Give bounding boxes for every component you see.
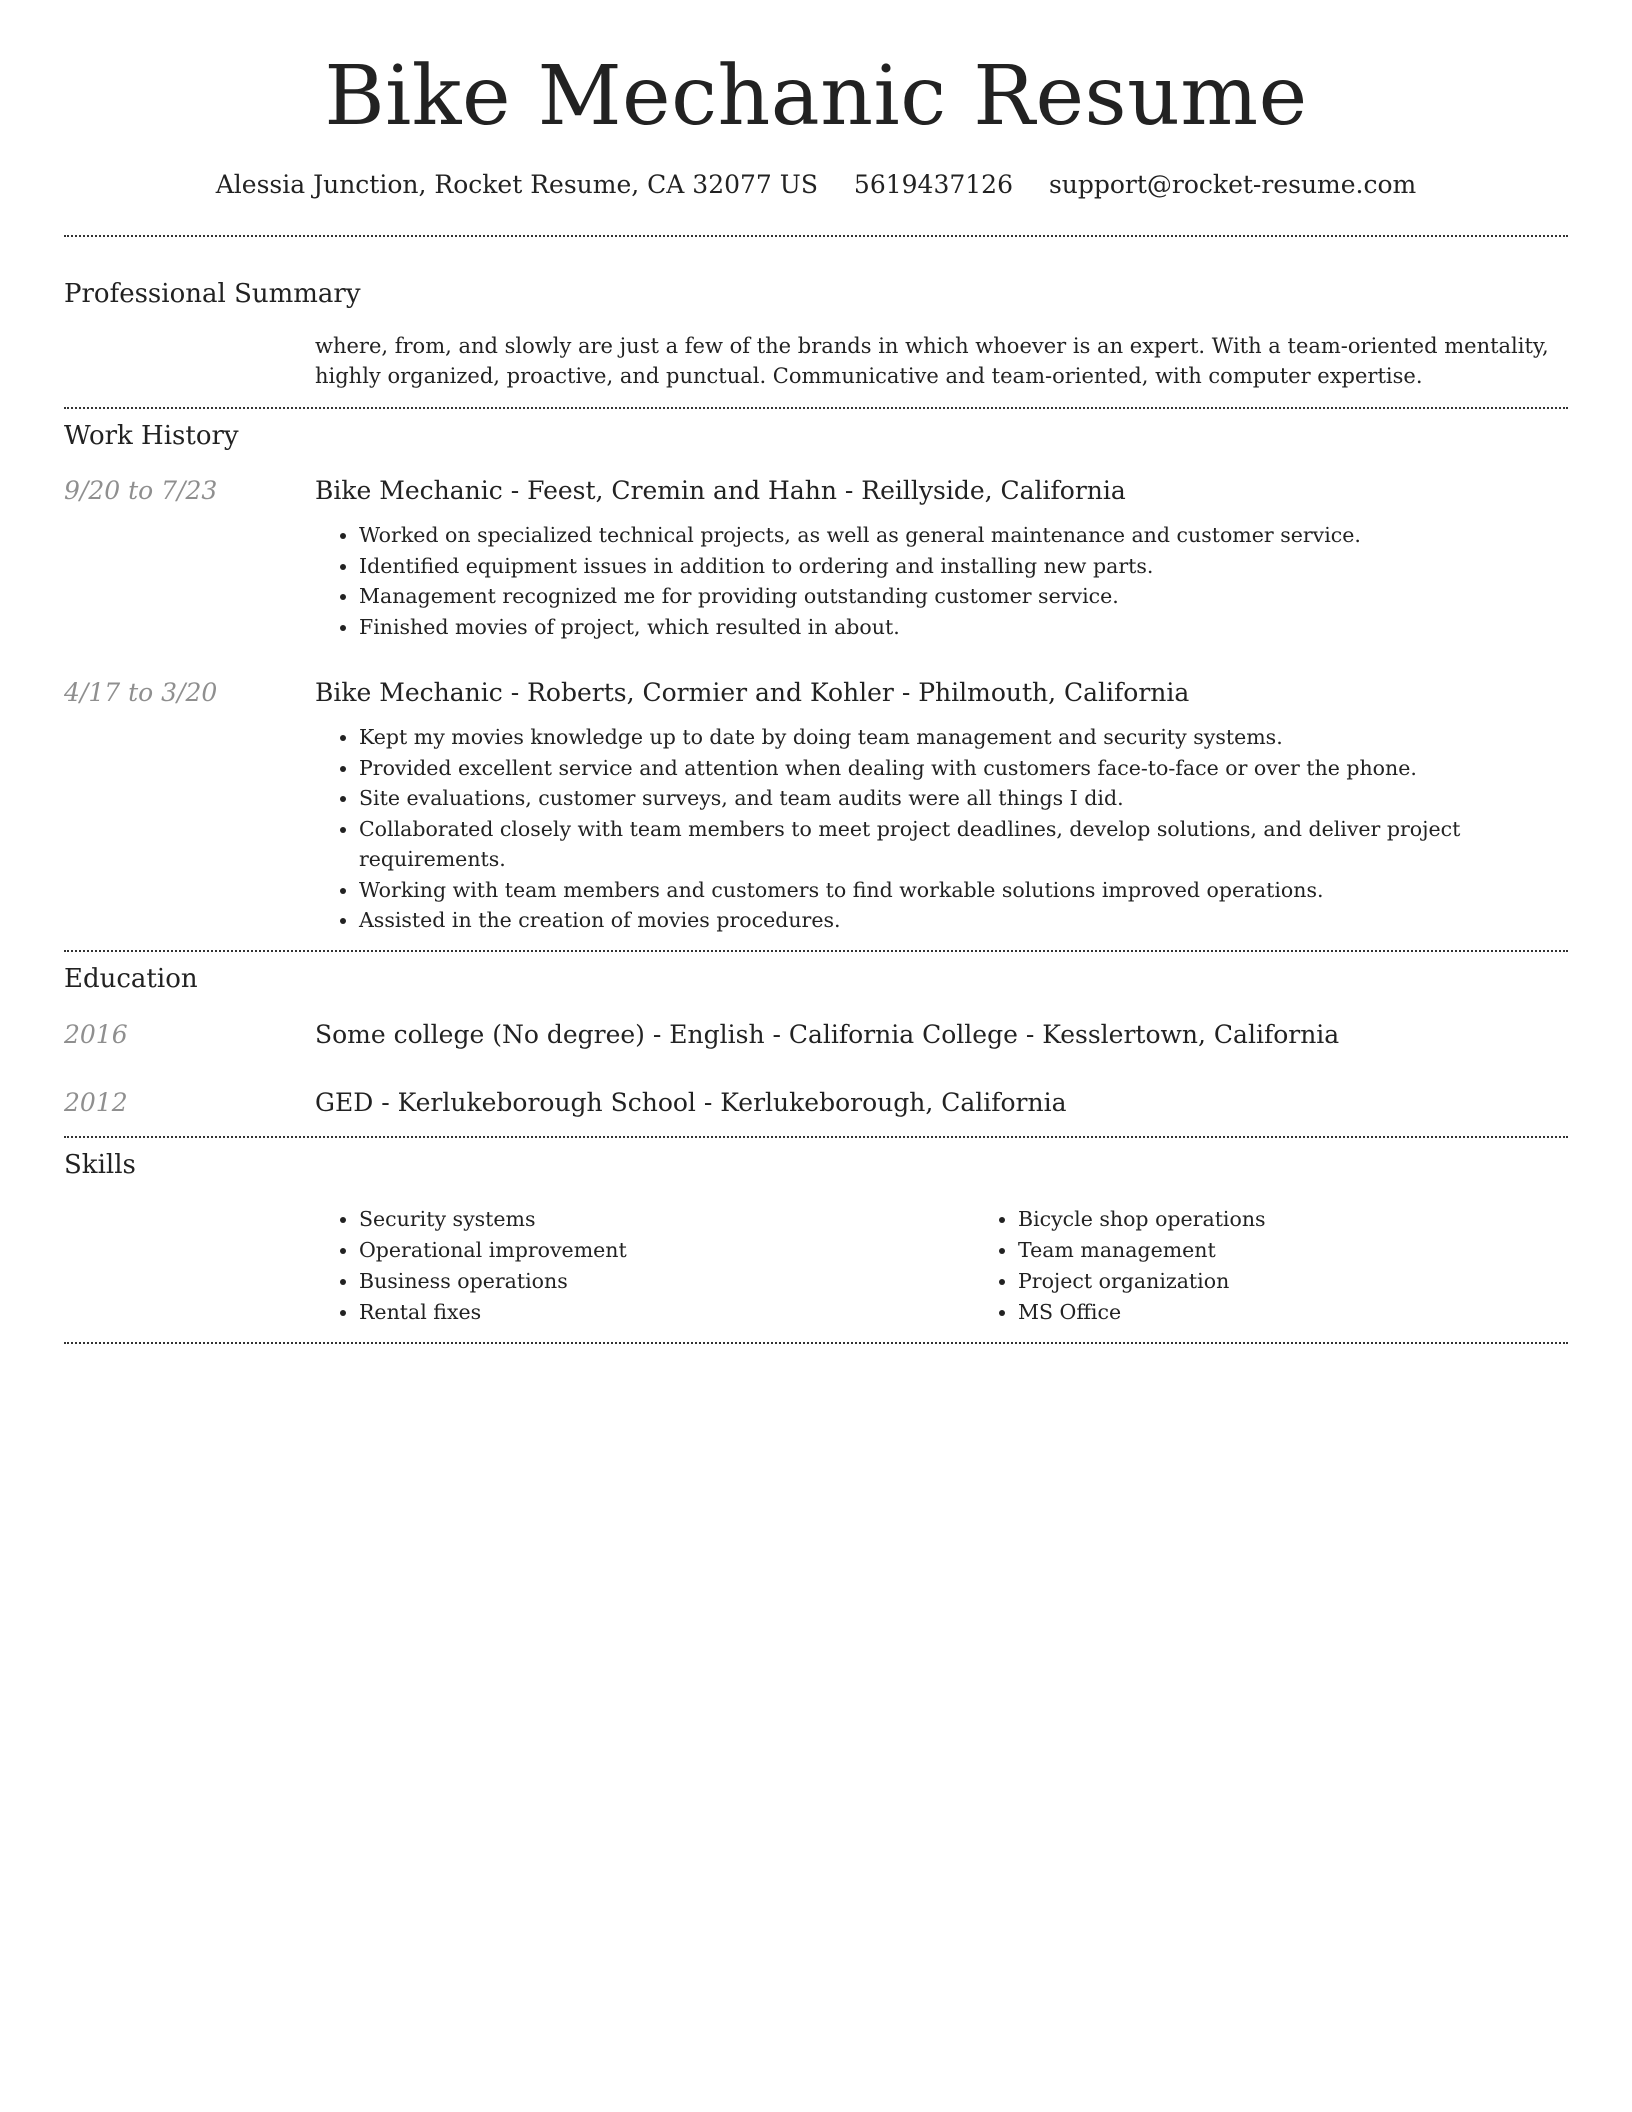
skills-heading: Skills bbox=[64, 1149, 136, 1180]
skill-item: • Bicycle shop operations bbox=[1018, 1204, 1632, 1235]
skill-item: • Project organization bbox=[1018, 1266, 1632, 1297]
divider bbox=[64, 407, 1568, 409]
education-year: 2016 bbox=[64, 1019, 128, 1049]
divider bbox=[64, 950, 1568, 952]
job-dates: 4/17 to 3/20 bbox=[64, 678, 218, 708]
skills-left-spacer bbox=[64, 1204, 315, 1328]
education-heading: Education bbox=[64, 963, 198, 994]
resume-page bbox=[64, 0, 1568, 1344]
job-bullets bbox=[315, 722, 1568, 936]
education-title: GED - Kerlukeborough School - Kerlukeborough, California bbox=[315, 1087, 1067, 1117]
skill-item: • Security systems bbox=[359, 1204, 974, 1235]
education-entry bbox=[64, 1088, 1568, 1118]
work-section bbox=[64, 421, 1568, 936]
divider bbox=[64, 1342, 1568, 1344]
job-title: Bike Mechanic - Roberts, Cormier and Kohler - Philmouth, California bbox=[315, 678, 1190, 708]
education-year: 2012 bbox=[64, 1087, 128, 1117]
skill-item: • MS Office bbox=[1018, 1297, 1632, 1328]
skill-item: • Operational improvement bbox=[359, 1235, 974, 1266]
skills-section bbox=[64, 1150, 1568, 1328]
skills-column-right bbox=[974, 1204, 1632, 1328]
summary-left-spacer bbox=[64, 331, 315, 391]
skills-grid bbox=[315, 1204, 1632, 1328]
contact-email: support@rocket-resume.com bbox=[1048, 170, 1417, 200]
summary-heading: Professional Summary bbox=[64, 279, 361, 310]
education-entry bbox=[64, 1020, 1568, 1050]
job-bullet: • Finished movies of project, which resulted in about. bbox=[359, 612, 1568, 643]
job-entry bbox=[64, 678, 1568, 936]
contact-phone: 5619437126 bbox=[853, 170, 1013, 200]
summary-section bbox=[64, 279, 1568, 391]
contact-line bbox=[64, 170, 1568, 199]
skill-item: • Business operations bbox=[359, 1266, 974, 1297]
page-title: Bike Mechanic Resume bbox=[324, 49, 1308, 144]
summary-text: where, from, and slowly are just a few of the brands in which whoever is an expert. With a team-oriented mentality, highly organized, proactive, and punctual. Communicative and team-oriented, with computer expertise. bbox=[315, 334, 1549, 389]
job-bullet: • Site evaluations, customer surveys, and team audits were all things I did. bbox=[359, 783, 1568, 814]
divider bbox=[64, 1136, 1568, 1138]
skill-item: • Rental fixes bbox=[359, 1297, 974, 1328]
job-bullet: • Working with team members and customers to find workable solutions improved operations. bbox=[359, 875, 1568, 906]
education-section bbox=[64, 964, 1568, 1118]
job-dates: 9/20 to 7/23 bbox=[64, 476, 218, 506]
skill-item: • Team management bbox=[1018, 1235, 1632, 1266]
job-title: Bike Mechanic - Feest, Cremin and Hahn - Reillyside, California bbox=[315, 476, 1126, 506]
job-bullet: • Management recognized me for providing outstanding customer service. bbox=[359, 581, 1568, 612]
job-entry bbox=[64, 476, 1568, 642]
job-bullet: • Assisted in the creation of movies procedures. bbox=[359, 905, 1568, 936]
contact-address: Alessia Junction, Rocket Resume, CA 32077 US bbox=[215, 170, 818, 200]
job-bullets bbox=[315, 520, 1568, 642]
divider bbox=[64, 235, 1568, 237]
education-title: Some college (No degree) - English - California College - Kesslertown, California bbox=[315, 1019, 1340, 1049]
skills-column-left bbox=[315, 1204, 974, 1328]
work-heading: Work History bbox=[64, 421, 239, 452]
job-bullet: • Identified equipment issues in addition to ordering and installing new parts. bbox=[359, 551, 1568, 582]
job-bullet: • Collaborated closely with team members to meet project deadlines, develop solutions, and deliver project requirements. bbox=[359, 814, 1568, 875]
job-bullet: • Provided excellent service and attention when dealing with customers face-to-face or over the phone. bbox=[359, 753, 1568, 784]
job-bullet: • Kept my movies knowledge up to date by doing team management and security systems. bbox=[359, 722, 1568, 753]
job-bullet: • Worked on specialized technical projects, as well as general maintenance and customer service. bbox=[359, 520, 1568, 551]
